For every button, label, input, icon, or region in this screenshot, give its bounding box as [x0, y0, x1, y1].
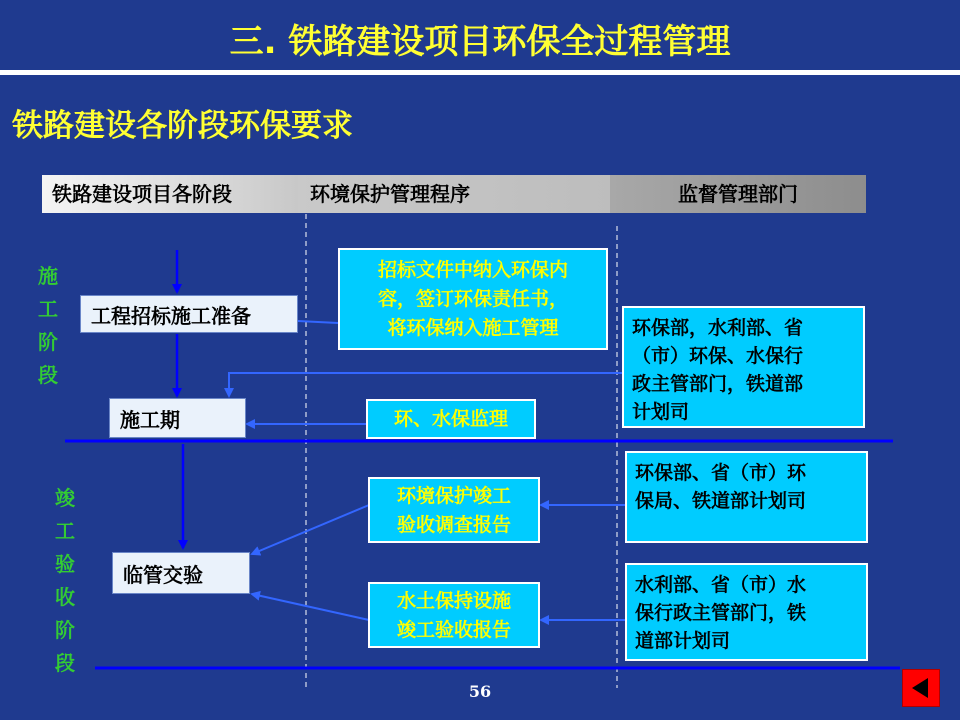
- box-dept-construction: 环保部，水利部、省 （市）环保、水保行 政主管部门，铁道部 计划司: [622, 306, 865, 428]
- stage-label-completion: 竣 工 验 收 阶 段: [55, 486, 75, 675]
- box-dept-env: 环保部、省（市）环 保局、铁道部计划司: [625, 451, 868, 543]
- arrow-soil-to-handover: [252, 594, 369, 620]
- section-subtitle: 铁路建设各阶段环保要求: [12, 108, 353, 144]
- page-number: 56: [468, 682, 492, 701]
- header-departments: 监督管理部门: [610, 175, 866, 213]
- arrow-dept1-to-construction: [229, 373, 622, 396]
- box-handover: 临管交验: [112, 552, 250, 594]
- box-env-acceptance: 环境保护竣工 验收调查报告: [368, 477, 540, 543]
- box-supervision: 环、水保监理: [366, 399, 536, 439]
- box-construction-period: 施工期: [109, 398, 246, 438]
- page-title: 三. 铁路建设项目环保全过程管理: [229, 22, 731, 62]
- stage-label-construction: 施 工 阶 段: [38, 264, 58, 387]
- box-soil-acceptance: 水土保持设施 竣工验收报告: [368, 582, 540, 648]
- box-bid-documents: 招标文件中纳入环保内 容，签订环保责任书， 将环保纳入施工管理: [338, 248, 608, 350]
- header-stages: 铁路建设项目各阶段: [42, 175, 298, 213]
- link-bidding-to-biddocs: [298, 321, 338, 323]
- header-procedure: 环境保护管理程序: [298, 175, 610, 213]
- nav-back-button[interactable]: [902, 669, 940, 707]
- triangle-left-icon: [903, 670, 939, 706]
- arrow-env-to-handover: [252, 505, 369, 554]
- box-bidding-prep: 工程招标施工准备: [80, 295, 298, 333]
- box-dept-soil: 水利部、省（市）水 保行政主管部门，铁 道部计划司: [625, 563, 868, 661]
